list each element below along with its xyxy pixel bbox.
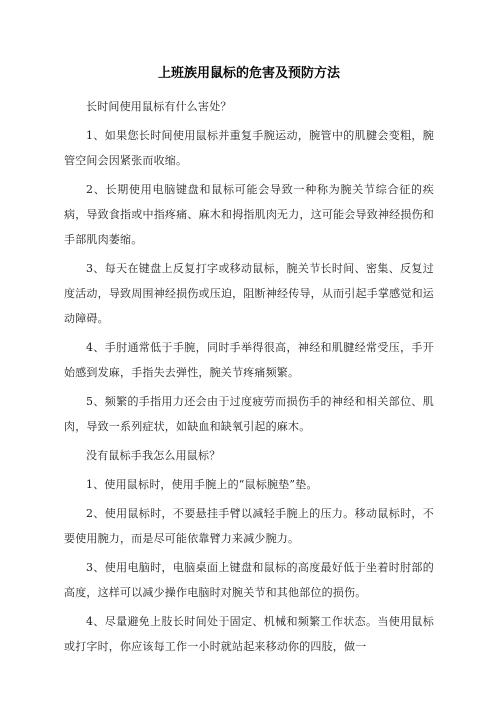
document-title: 上班族用鼠标的危害及预防方法: [157, 66, 340, 81]
paragraph-harm-5: 5、频繁的手指用力还会由于过度疲劳而损伤手的神经和相关部位、肌肉，导致一系列症状，如缺血和缺氧引起的麻木。: [64, 395, 434, 433]
paragraph-harm-3: 3、每天在键盘上反复打字或移动鼠标，腕关节长时间、密集、反复过度活动，导致周围神经损伤或压迫，阻断神经传导，从而引起手掌感觉和运动障碍。: [64, 262, 434, 325]
paragraph-prevention-4: 4、尽量避免上肢长时间处于固定、机械和频繁工作状态。当使用鼠标或打字时，你应该每工作一小时就站起来移动你的四肢，做一: [64, 615, 434, 653]
paragraph-question-prevention: 没有鼠标手我怎么用鼠标？: [86, 449, 221, 462]
paragraph-harm-1: 1、如果您长时间使用鼠标并重复手腕运动，腕管中的肌腱会变粗，腕管空间会因紧张而收缩。: [64, 129, 434, 167]
paragraph-prevention-3: 3、使用电脑时，电脑桌面上键盘和鼠标的高度最好低于坐着时肘部的高度，这样可以减少操作电脑时对腕关节和其他部位的损伤。: [64, 561, 434, 599]
paragraph-prevention-1: 1、使用鼠标时，使用手腕上的“鼠标腕垫”垫。: [86, 478, 318, 491]
paragraph-harm-4: 4、手肘通常低于手腕，同时手举得很高，神经和肌腱经常受压，手开始感到发麻，手指失去弹性，腕关节疼痛频繁。: [64, 341, 434, 379]
paragraph-prevention-2: 2、使用鼠标时，不要悬挂手臂以减轻手腕上的压力。移动鼠标时，不要使用腕力，而是尽可能依靠臂力来减少腕力。: [64, 507, 434, 545]
paragraph-question-harm: 长时间使用鼠标有什么害处？: [86, 100, 232, 113]
paragraph-harm-2: 2、长期使用电脑键盘和鼠标可能会导致一种称为腕关节综合征的疾病，导致食指或中指疼痛、麻木和拇指肌肉无力，这可能会导致神经损伤和手部肌肉萎缩。: [64, 183, 434, 246]
